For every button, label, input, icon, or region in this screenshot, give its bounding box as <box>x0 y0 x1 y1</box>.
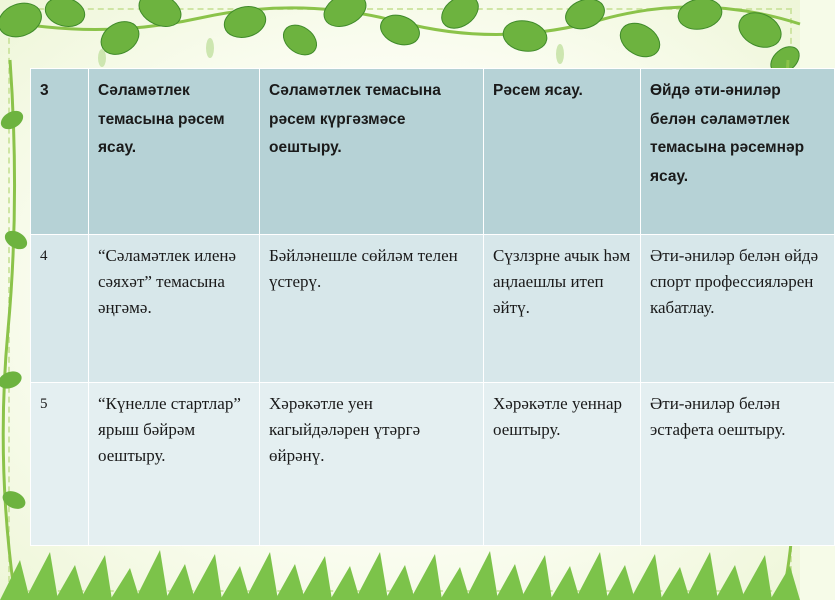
leaf-icon <box>376 10 423 50</box>
row-number: 4 <box>31 234 89 383</box>
activity-cell: “Сәламәтлек иленә сәяхәт” темасына әңгәмә. <box>89 234 260 383</box>
table-row <box>31 383 835 546</box>
table-row <box>31 69 835 235</box>
goal-cell: Бәйләнешле сөйләм телен үстерү. <box>260 234 484 383</box>
activity-cell: Сәламәтлек темасына рәсем ясау. <box>89 69 260 235</box>
row-number: 3 <box>31 69 89 235</box>
method-cell: Хәрәкәтле уеннар оештыру. <box>484 383 641 546</box>
parents-cell: Әти-әниләр белән өйдә спорт профессияләрен кабатлау. <box>641 234 835 383</box>
leaf-icon <box>501 17 550 54</box>
leaf-icon <box>676 0 725 33</box>
goal-cell: Сәламәтлек темасына рәсем күргәзмәсе оештыру. <box>260 69 484 235</box>
table-row <box>31 234 835 383</box>
grass-icon <box>0 550 800 600</box>
leaf-icon <box>319 0 372 33</box>
activity-cell: “Күнелле стартлар” ярыш бәйрәм оештыру. <box>89 383 260 546</box>
leaf-icon <box>614 17 665 64</box>
vine-left <box>0 0 30 600</box>
activities-table <box>30 68 835 546</box>
method-cell: Рәсем ясау. <box>484 69 641 235</box>
method-cell: Сүзлзрне ачык һәм аңлаешлы итеп әйтү. <box>484 234 641 383</box>
parents-cell: Әти-әниләр белән эстафета оештыру. <box>641 383 835 546</box>
parents-cell: Өйдә әти-әниләр белән сәламәтлек темасына рәсемнәр ясау. <box>641 69 835 235</box>
grass-border-bottom <box>0 540 800 600</box>
goal-cell: Хәрәкәтле уен кагыйдәләрен үтәргә өйрәнү. <box>260 383 484 546</box>
leaf-icon <box>278 19 322 61</box>
plan-table <box>30 68 819 546</box>
row-number: 5 <box>31 383 89 546</box>
